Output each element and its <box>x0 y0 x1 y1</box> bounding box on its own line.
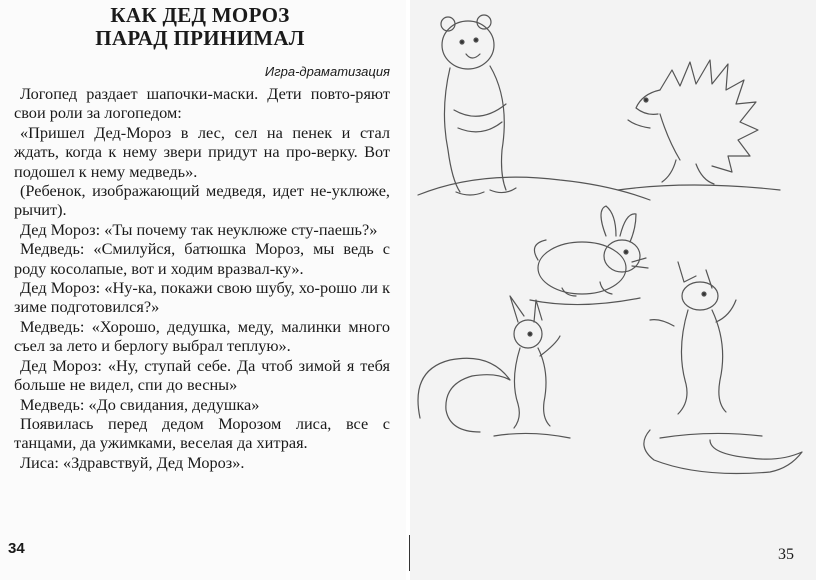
page-title <box>0 4 400 50</box>
paragraph: Логопед раздает шапочки-маски. Дети повто-ряют свои роли за логопедом: <box>14 84 390 123</box>
paragraph: Дед Мороз: «Ты почему так неуклюже сту-паешь?» <box>20 219 378 239</box>
bear-icon <box>418 15 650 200</box>
squirrel-icon <box>418 296 570 438</box>
body-text <box>14 84 390 472</box>
illustrations <box>410 0 816 580</box>
hedgehog-icon <box>618 60 780 190</box>
title-line-2: ПАРАД ПРИНИМАЛ <box>95 26 305 50</box>
paragraph: Медведь: «Смилуйся, батюшка Мороз, мы ведь с роду косолапые, вот и ходим вразвал-ку». <box>14 239 390 278</box>
paragraph: Дед Мороз: «Ну, ступай себе. Да чтоб зимой я тебя больше не видел, спи до весны» <box>14 355 390 395</box>
title-line-1: КАК ДЕД МОРОЗ <box>110 3 290 27</box>
hare-icon <box>530 206 648 305</box>
paragraph: Дед Мороз: «Ну-ка, покажи свою шубу, хо-рошо ли к зиме подготовился?» <box>14 278 390 317</box>
page-number-right: 35 <box>778 546 794 563</box>
paragraph: «Пришел Дед-Мороз в лес, сел на пенек и стал ждать, когда к нему звери придут на про-верку. Вот подошел к нему медведь». <box>14 122 390 181</box>
subtitle: Игра-драматизация <box>264 64 390 79</box>
fox-icon <box>644 262 802 474</box>
paragraph: (Ребенок, изображающий медведя, идет не-уклюже, рычит). <box>14 181 390 220</box>
paragraph: Появилась перед дедом Морозом лиса, все с танцами, да ужимками, веселая да хитрая. <box>14 413 390 453</box>
paragraph: Лиса: «Здравствуй, Дед Мороз». <box>20 452 245 472</box>
paragraph: Медведь: «Хорошо, дедушка, меду, малинки много съел за лето и берлогу выбрал теплую». <box>14 316 390 356</box>
page-number-left: 34 <box>8 540 25 557</box>
left-page <box>0 0 406 580</box>
paragraph: Медведь: «До свидания, дедушка» <box>20 394 260 414</box>
